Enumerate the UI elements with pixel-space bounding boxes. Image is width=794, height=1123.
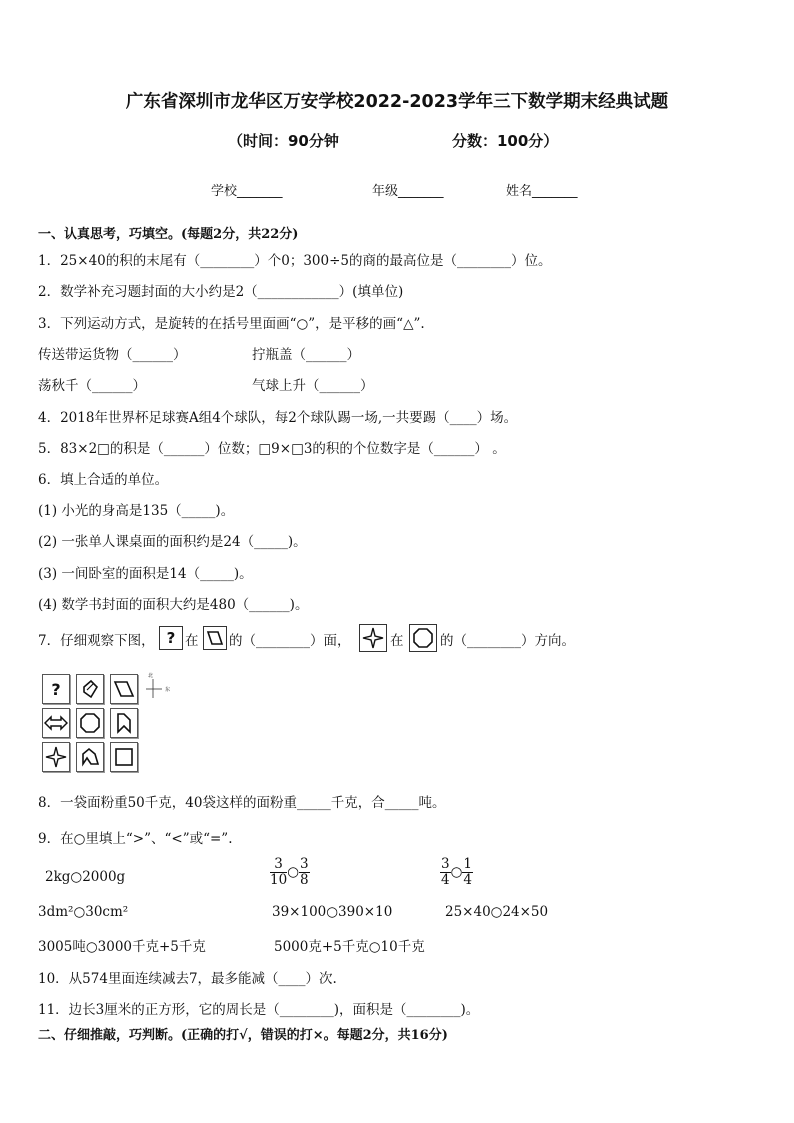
question-3-option-d: 气球上升（______） [252,378,374,394]
compare-2 [270,857,310,888]
question-9: 9．在○里填上“>”、“<”或“=”. [38,831,233,847]
compare-5: 39×100○390×10 [272,904,393,920]
compare-circle: ○ [450,864,463,880]
compare-1: 2kg○2000g [45,869,126,885]
question-6-part-4: (4) 数学书封面的面积大约是480（______)。 [38,597,309,613]
octagon-icon [76,708,104,738]
question-10: 10．从574里面连续减去7，最多能减（____）次. [38,971,337,987]
fraction: $\frac{3}{4}$ [441,856,450,888]
octagon-icon [409,624,437,652]
question-5: 5．83×2□的积是（______）位数；□9×□3的积的个位数字是（______） 。 [38,441,506,457]
school-field: 学校_______ [211,184,283,199]
compare-3 [440,857,473,888]
pentagon-shape-icon [76,742,104,772]
question-6-part-1: (1) 小光的身高是135（_____)。 [38,503,235,519]
compare-4: 3dm²○30cm² [38,904,129,920]
double-arrow-icon [42,708,70,738]
question-mark-icon: ? [42,674,70,704]
compare-6: 25×40○24×50 [445,904,549,920]
question-3-option-b: 拧瓶盖（______） [252,347,360,363]
compass-icon [144,674,174,702]
question-8: 8．一袋面粉重50千克，40袋这样的面粉重_____千克，合_____吨。 [38,795,446,811]
question-3-option-c: 荡秋千（______） [38,378,146,394]
flag-icon [110,708,138,738]
question-7-in-1: 在 [185,633,199,649]
fraction: $\frac{3}{10}$ [270,856,288,888]
section-1-heading: 一、认真思考，巧填空。(每题2分，共22分) [38,227,299,242]
question-2: 2．数学补充习题封面的大小约是2（____________）(填单位) [38,284,404,300]
question-3-option-a: 传送带运货物（______） [38,347,187,363]
fraction: $\frac{1}{4}$ [463,856,472,888]
question-6: 6．填上合适的单位。 [38,472,169,488]
compare-7: 3005吨○3000千克+5千克 [38,939,206,955]
parallelogram-icon [203,626,227,650]
question-11: 11．边长3厘米的正方形，它的周长是（________)，面积是（________)。 [38,1002,480,1018]
compare-8: 5000克+5千克○10千克 [274,939,425,955]
parallelogram-icon [110,674,138,704]
question-3: 3．下列运动方式，是旋转的在括号里面画“○”，是平移的画“△”. [38,316,425,332]
exam-time: （时间：90分钟 [228,132,339,150]
compass-north-label: 北 [148,673,154,679]
exam-score: 分数：100分） [452,132,559,150]
fraction: $\frac{3}{8}$ [299,856,309,888]
house-pentagon-icon [76,674,104,704]
question-7-blank-1: 的（________）面， [229,633,351,649]
question-7-in-2: 在 [390,633,404,649]
star-icon [42,742,70,772]
square-icon [110,742,138,772]
question-mark-icon: ? [159,626,183,650]
grade-field: 年级_______ [372,184,444,199]
question-7-intro: 7．仔细观察下图， [38,633,155,649]
section-2-heading: 二、仔细推敲，巧判断。(正确的打√，错误的打×。每题2分，共16分) [38,1028,448,1043]
page-title: 广东省深圳市龙华区万安学校2022-2023学年三下数学期末经典试题 [125,92,669,112]
compass-east-label: 东 [165,687,171,693]
question-4: 4．2018年世界杯足球赛A组4个球队，每2个球队踢一场,一共要踢（____）场。 [38,410,518,426]
question-7-blank-2: 的（________）方向。 [440,633,575,649]
question-1: 1．25×40的积的末尾有（________）个0；300÷5的商的最高位是（________）位。 [38,253,552,269]
question-6-part-2: (2) 一张单人课桌面的面积约是24（_____)。 [38,534,307,550]
name-field: 姓名_______ [506,184,578,199]
star-icon [359,624,387,652]
compare-circle: ○ [287,864,299,880]
question-6-part-3: (3) 一间卧室的面积是14（_____)。 [38,566,253,582]
